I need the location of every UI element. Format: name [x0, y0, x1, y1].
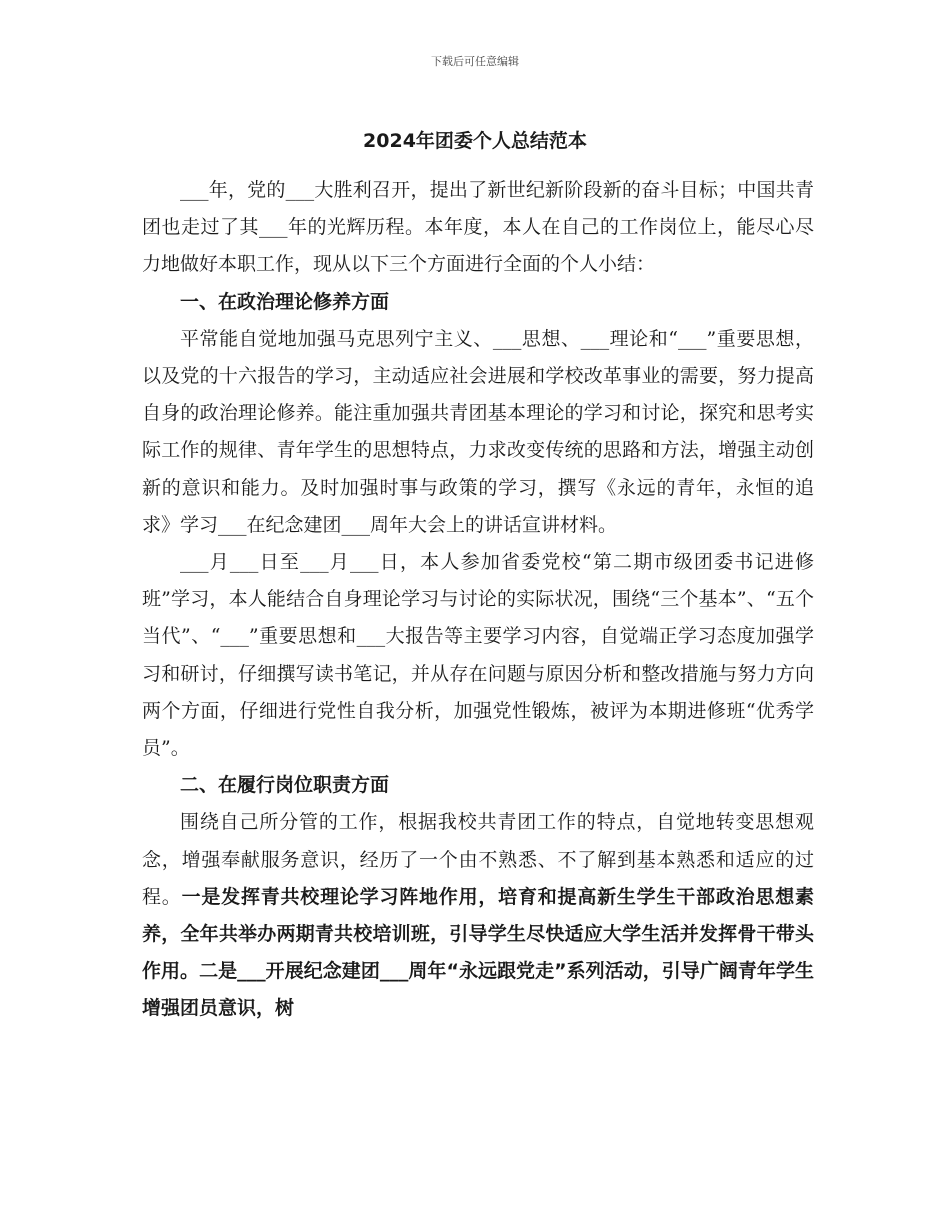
- intro-paragraph: ___年，党的___大胜利召开，提出了新世纪新阶段新的奋斗目标；中国共青团也走过了其___年的光辉历程。本年度，本人在自己的工作岗位上，能尽心尽力地做好本职工作，现从以下三个方面进行全面的个人小结：: [142, 179, 814, 276]
- section-2-heading: 二、在履行岗位职责方面: [180, 774, 390, 797]
- document-title: 2024年团委个人总结范本: [363, 130, 587, 152]
- header-note: 下载后可任意编辑: [431, 55, 519, 68]
- section-2-paragraph-1-bold-text: 一是发挥青共校理论学习阵地作用，培育和提高新生学生干部政治思想素养，全年共举办两期青共校培训班，引导学生尽快适应大学生活并发挥骨干带头作用。二是___开展纪念建团___周年“永远跟党走”系列活动，引导广阔青年学生增强团员意识，树: [142, 885, 814, 1020]
- section-1-paragraph-1: 平常能自觉地加强马克思列宁主义、___思想、___理论和“___”重要思想，以及党的十六报告的学习，主动适应社会进展和学校改革事业的需要，努力提高自身的政治理论修养。能注重加强共青团基本理论的学习和讨论，探究和思考实际工作的规律、青年学生的思想特点，力求改变传统的思路和方法，增强主动创新的意识和能力。及时加强时事与政策的学习，撰写《永远的青年，永恒的追求》学习___在纪念建团___周年大会上的讲话宣讲材料。: [142, 327, 814, 536]
- section-2-paragraph-1-text: 围绕自己所分管的工作，根据我校共青团工作的特点，自觉地转变思想观念，增强奉献服务意识，经历了一个由不熟悉、不了解到基本熟悉和适应的过程。: [142, 811, 814, 908]
- section-2-paragraph-1: [142, 804, 814, 1027]
- section-1-paragraph-2: ___月___日至___月___日，本人参加省委党校“第二期市级团委书记进修班”学习，本人能结合自身理论学习与讨论的实际状况，围绕“三个基本”、“五个当代”、“___”重要思想和___大报告等主要学习内容，自觉端正学习态度加强学习和研讨，仔细撰写读书笔记，并从存在问题与原因分析和整改措施与努力方向两个方面，仔细进行党性自我分析，加强党性锻炼，被评为本期进修班“优秀学员”。: [142, 551, 814, 760]
- section-1-heading: 一、在政治理论修养方面: [180, 290, 390, 313]
- document-body: [142, 172, 814, 1028]
